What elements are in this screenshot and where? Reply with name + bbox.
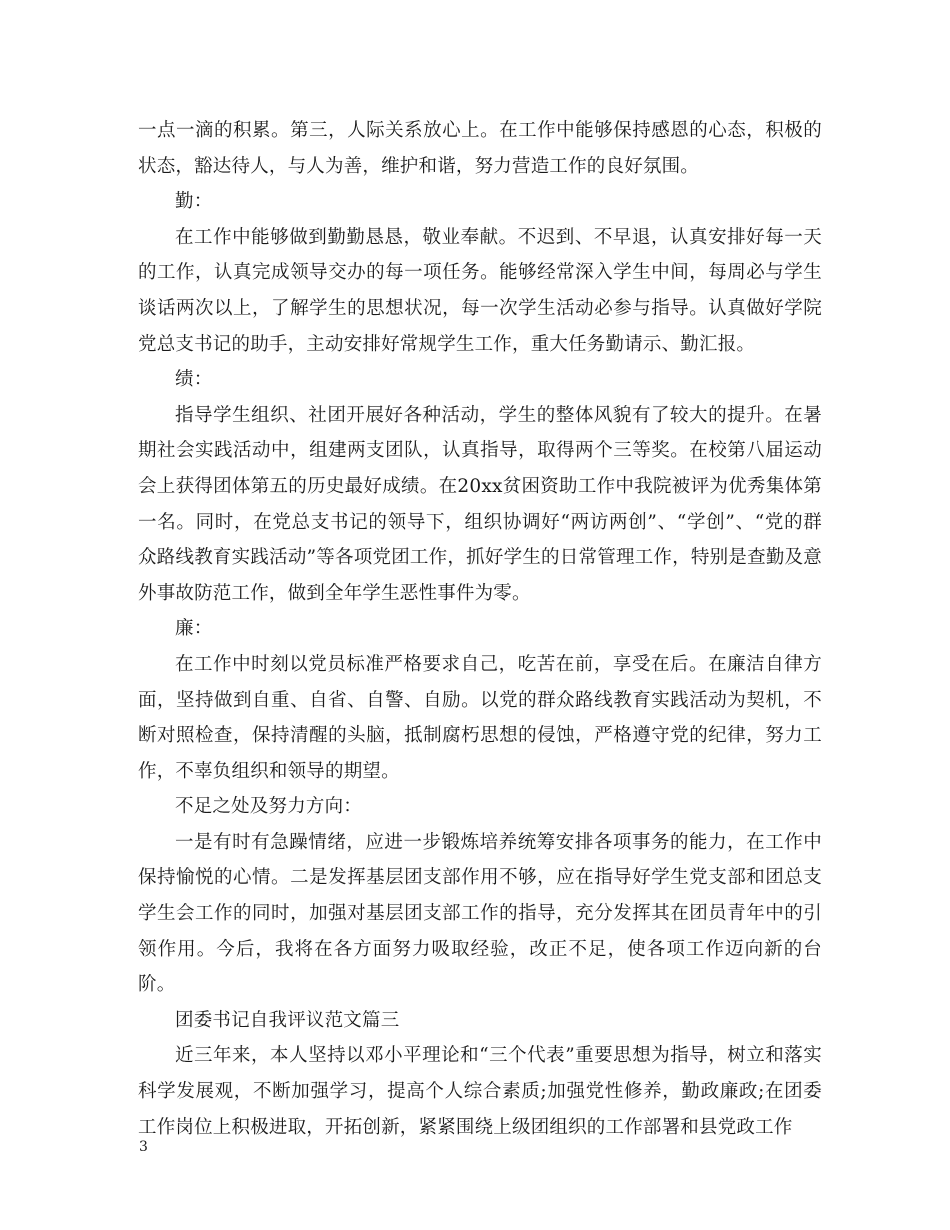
paragraph-integrity: 在工作中时刻以党员标准严格要求自己，吃苦在前，享受在后。在廉洁自律方面，坚持做到自重、自省、自警、自励。以党的群众路线教育实践活动为契机，不断对照检查，保持清醒的头脑，抵制腐朽思想的侵蚀，严格遵守党的纪律，努力工作，不辜负组织和领导的期望。 [138, 653, 822, 782]
section-heading-integrity: 廉： [175, 618, 213, 640]
page-number: 3 [139, 1139, 148, 1155]
section-heading-shortcomings: 不足之处及努力方向： [175, 796, 363, 818]
section-heading-diligence: 勤： [175, 191, 213, 213]
section-heading-sample-three: 团委书记自我评议范文篇三 [175, 1009, 400, 1031]
paragraph-shortcomings: 一是有时有急躁情绪，应进一步锻炼培养统筹安排各项事务的能力，在工作中保持愉悦的心情。二是发挥基层团支部作用不够，应在指导好学生党支部和团总支学生会工作的同时，加强对基层团支部工作的指导，充分发挥其在团员青年中的引领作用。今后，我将在各方面努力吸取经验，改正不足，使各项工作迈向新的台阶。 [138, 831, 822, 996]
section-heading-achievements: 绩： [175, 369, 213, 391]
paragraph-sample-three: 近三年来，本人坚持以邓小平理论和“三个代表”重要思想为指导，树立和落实科学发展观，不断加强学习，提高个人综合素质;加强党性修养，勤政廉政;在团委工作岗位上积极进取，开拓创新，紧紧围绕上级团组织的工作部署和县党政工作 [138, 1045, 822, 1138]
document-body [138, 113, 822, 1145]
paragraph-continuation: 一点一滴的积累。第三，人际关系放心上。在工作中能够保持感恩的心态，积极的状态，豁达待人，与人为善，维护和谐，努力营造工作的良好氛围。 [138, 120, 822, 177]
paragraph-diligence: 在工作中能够做到勤勤恳恳，敬业奉献。不迟到、不早退，认真安排好每一天的工作，认真完成领导交办的每一项任务。能够经常深入学生中间，每周必与学生谈话两次以上，了解学生的思想状况，每一次学生活动必参与指导。认真做好学院党总支书记的助手，主动安排好常规学生工作，重大任务勤请示、勤汇报。 [138, 226, 822, 355]
paragraph-achievements: 指导学生组织、社团开展好各种活动，学生的整体风貌有了较大的提升。在暑期社会实践活动中，组建两支团队，认真指导，取得两个三等奖。在校第八届运动会上获得团体第五的历史最好成绩。在20xx贫困资助工作中我院被评为优秀集体第一名。同时，在党总支书记的领导下，组织协调好“两访两创”、“学创”、“党的群众路线教育实践活动”等各项党团工作，抓好学生的日常管理工作，特别是查勤及意外事故防范工作，做到全年学生恶性事件为零。 [138, 404, 822, 604]
